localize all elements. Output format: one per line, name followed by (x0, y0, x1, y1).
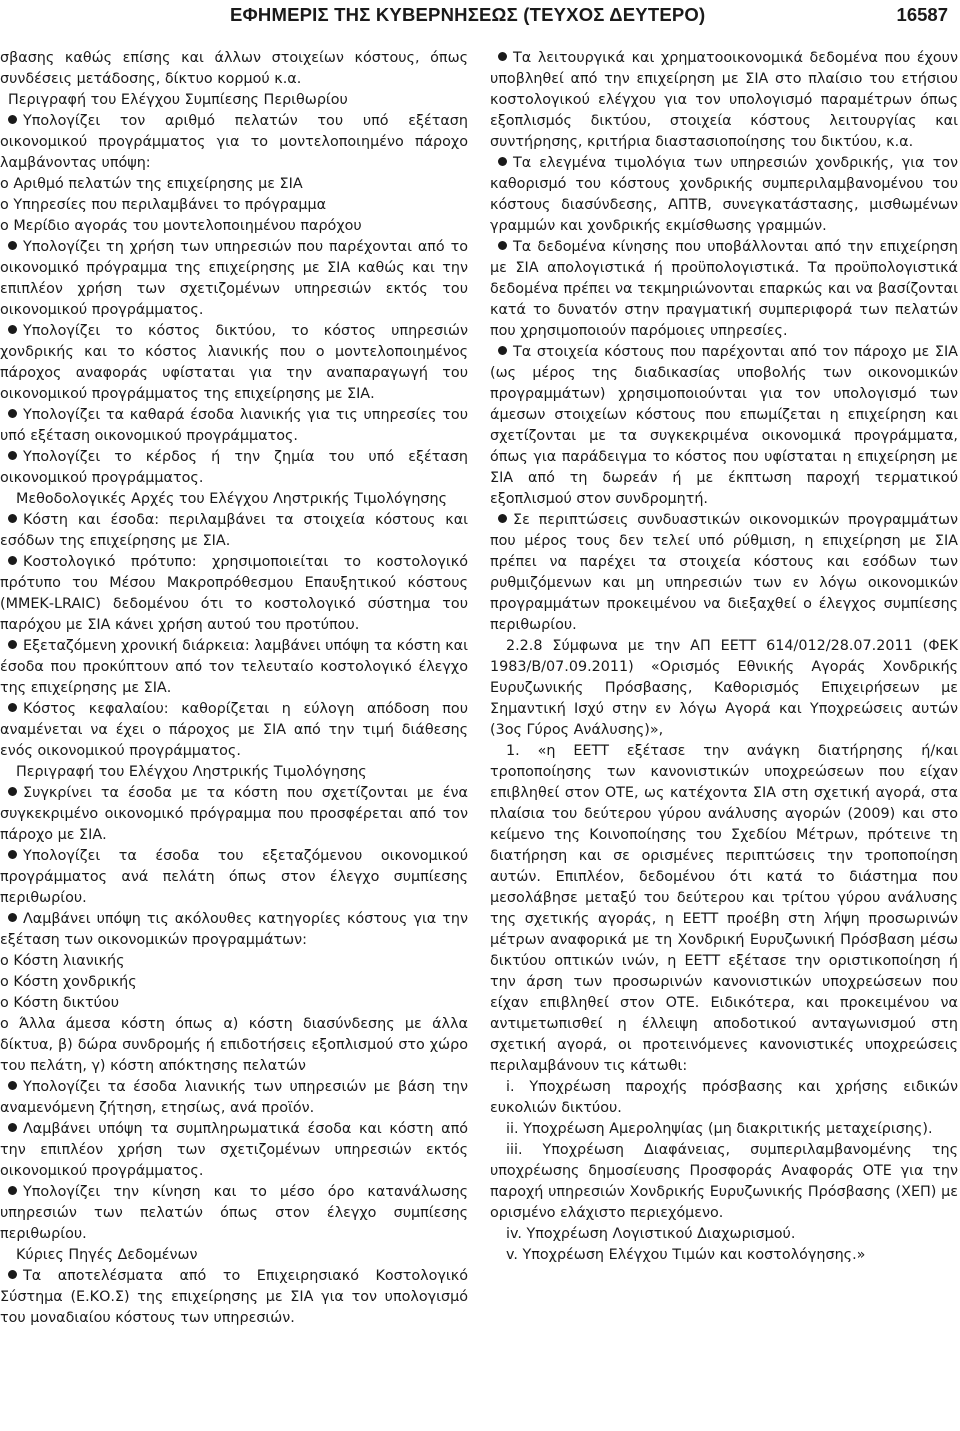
bullet-item: Υπολογίζει τη χρήση των υπηρεσιών που παρέχονται από το οικονομικό πρόγραμμα της επιχείρησης με ΣΙΑ καθώς και την επιπλέον χρήση των σχετιζομένων υπηρεσιών εκτός του οικονομικού προγράμματος. (0, 239, 468, 318)
bullet-icon (8, 1081, 17, 1090)
sub-item: ο Κόστη λιανικής (0, 953, 125, 969)
sub-item: ο Κόστη δικτύου (0, 995, 119, 1011)
section-heading: Περιγραφή του Ελέγχου Ληστρικής Τιμολόγησης (16, 764, 367, 780)
bullet-item: Υπολογίζει την κίνηση και το μέσο όρο κατανάλωσης υπηρεσιών των πελατών όπως στον έλεγχο συμπίεσης περιθωρίου. (0, 1184, 468, 1242)
section-heading: Κύριες Πηγές Δεδομένων (16, 1247, 198, 1263)
left-column (0, 48, 468, 1329)
bullet-item: Τα στοιχεία κόστους που παρέχονται από τον πάροχο με ΣΙΑ (ως μέρος της διαδικασίας υποβολής των οικονομικών προγραμμάτων) χρησιμοποιούνται για τον υπολογισμό των άμεσων στοιχείων κόστους που επωμίζεται η επιχείρηση και σχετίζονται με τα συγκεκριμένα οικονομικά προγράμματα, όπως για παράδειγμα το κόστος που υφίσταται η επιχείρηση με ΣΙΑ από τη δωρεάν ή με έκπτωση παροχή τερματικού εξοπλισμού στον συνδρομητή. (490, 344, 958, 507)
bullet-icon (498, 52, 507, 61)
bullet-icon (8, 913, 17, 922)
bullet-item: Κόστη και έσοδα: περιλαμβάνει τα στοιχεία κόστους και εσόδων της επιχείρησης με ΣΙΑ. (0, 512, 468, 549)
sub-item: ο Άλλα άμεσα κόστη όπως α) κόστη διασύνδεσης με άλλα δίκτυα, β) δώρα συνδρομής ή επιδοτήσεις εξοπλισμού στο χώρο του πελάτη, γ) κόστη απόκτησης πελατών (0, 1016, 468, 1074)
bullet-icon (8, 1270, 17, 1279)
gazette-title: ΕΦΗΜΕΡΙΣ ΤΗΣ ΚΥΒΕΡΝΗΣΕΩΣ (ΤΕΥΧΟΣ ΔΕΥΤΕΡΟ) (230, 4, 706, 25)
page-number: 16587 (896, 4, 948, 25)
obligation-item: i. Υποχρέωση παροχής πρόσβασης και χρήσης ειδικών ευκολιών δικτύου. (490, 1079, 958, 1116)
bullet-item: Σε περιπτώσεις συνδυαστικών οικονομικών προγραμμάτων που μέρος τους δεν τελεί υπό ρύθμιση, η επιχείρηση με ΣΙΑ πρέπει να παρέχει τα στοιχεία κόστους και εσόδων των ρυθμιζόμενων και μη υπηρεσιών των εν λόγω οικονομικών προγραμμάτων προκειμένου να διεξαχθεί ο έλεγχος συμπίεσης περιθωρίου. (490, 512, 958, 633)
page-header (0, 0, 960, 34)
obligation-item: v. Υποχρέωση Ελέγχου Τιμών και κοστολόγησης.» (506, 1247, 866, 1263)
bullet-item: Τα ελεγμένα τιμολόγια των υπηρεσιών χονδρικής, για τον καθορισμό του κόστους χονδρικής συμπεριλαμβανομένου του κόστους διασύνδεσης, ΑΠΤΒ, συνεγκατάστασης, μισθωμένων γραμμών και χονδρικής εκμίσθωσης γραμμών. (490, 155, 958, 234)
bullet-icon (498, 346, 507, 355)
bullet-icon (8, 640, 17, 649)
bullet-icon (8, 1123, 17, 1132)
paragraph: σβασης καθώς επίσης και άλλων στοιχείων κόστους, όπως συνδέσεις μετάδοσης, δίκτυο κορμού κ.α. (0, 50, 468, 87)
sub-item: ο Κόστη χονδρικής (0, 974, 137, 990)
bullet-item: Λαμβάνει υπόψη τα συμπληρωματικά έσοδα και κόστη από την επιπλέον χρήση των σχετιζομένων υπηρεσιών εκτός οικονομικού προγράμματος. (0, 1121, 468, 1179)
obligation-item: ii. Υποχρέωση Αμεροληψίας (μη διακριτικής μεταχείρισης). (506, 1121, 933, 1137)
section-heading: Μεθοδολογικές Αρχές του Ελέγχου Ληστρικής Τιμολόγησης (16, 491, 448, 507)
section-heading: Περιγραφή του Ελέγχου Συμπίεσης Περιθωρίου (8, 92, 348, 108)
sub-item: ο Υπηρεσίες που περιλαμβάνει το πρόγραμμα (0, 197, 327, 213)
paragraph: 1. «η ΕΕΤΤ εξέτασε την ανάγκη διατήρησης ή/και τροποποίησης των κανονιστικών υποχρεώσεων που είχαν επιβληθεί στον ΟΤΕ, ως κατέχοντα ΣΙΑ στη σχετική αγορά, στα πλαίσια του δεύτερου γύρου ανάλυσης αγορών (2009) και στο κείμενο της Κοινοποίησης του Σχεδίου Μέτρων, πρότεινε τη διατήρηση και σε ορισμένες περιπτώσεις την τροποποίηση αυτών. Επιπλέον, δεδομένου ότι κατά το διάστημα που μεσολάβησε μεταξύ του δεύτερου και τρίτου γύρου ανάλυσης της σχετικής αγοράς, η ΕΕΤΤ προέβη στη λήψη προσωρινών μέτρων αναφορικά με τη Χονδρική Ευρυζωνική Πρόσβαση μέσω δικτύου οπτικών ινών, η ΕΕΤΤ εξέτασε την οριστικοποίηση ή την άρση των προσωρινών κανονιστικών υποχρεώσεων που είχαν επιβληθεί στον ΟΤΕ. Ειδικότερα, και προκειμένου να αντιμετωπισθεί η έλλειψη αποδοτικού ανταγωνισμού στη σχετική αγορά, οι προτεινόμενες κανονιστικές υποχρεώσεις περιλαμβάνουν τις κάτωθι: (490, 743, 958, 1074)
bullet-icon (8, 556, 17, 565)
sub-item: ο Μερίδιο αγοράς του μοντελοποιημένου παρόχου (0, 218, 362, 234)
bullet-icon (498, 241, 507, 250)
bullet-icon (8, 850, 17, 859)
bullet-item: Κόστος κεφαλαίου: καθορίζεται η εύλογη απόδοση που αναμένεται να έχει ο πάροχος με ΣΙΑ από την τιμή διάθεσης ενός οικονομικού προγράμματος. (0, 701, 468, 759)
bullet-item: Τα λειτουργικά και χρηματοοικονομικά δεδομένα που έχουν υποβληθεί από την επιχείρηση με ΣΙΑ στο πλαίσιο του ετήσιου κοστολογικού ελέγχου για τον υπολογισμό παραμέτρων όπως εξοπλισμός δικτύου, στοιχεία κόστους λειτουργίας και συντήρησης, κριτήρια διαστασιοποίησης του δικτύου, κ.α. (490, 50, 958, 150)
bullet-icon (8, 451, 17, 460)
bullet-icon (8, 1186, 17, 1195)
bullet-item: Εξεταζόμενη χρονική διάρκεια: λαμβάνει υπόψη τα κόστη και έσοδα που προκύπτουν από τον τελευταίο κοστολογικό έλεγχο της επιχείρησης με ΣΙΑ. (0, 638, 468, 696)
sub-item: ο Αριθμό πελατών της επιχείρησης με ΣΙΑ (0, 176, 303, 192)
bullet-item: Υπολογίζει τα έσοδα του εξεταζόμενου οικονομικού προγράμματος ανά πελάτη όπως στον έλεγχο συμπίεσης περιθωρίου. (0, 848, 468, 906)
bullet-item: Υπολογίζει το κέρδος ή την ζημία του υπό εξέταση οικονομικού προγράμματος. (0, 449, 468, 486)
bullet-icon (8, 787, 17, 796)
bullet-icon (8, 703, 17, 712)
bullet-item: Τα δεδομένα κίνησης που υποβάλλονται από την επιχείρηση με ΣΙΑ απολογιστικά ή προϋπολογιστικά. Τα προϋπολογιστικά δεδομένα πρέπει να τεκμηριώνονται επαρκώς και να βασίζονται κατά το δυνατόν στην πραγματική συμπεριφορά των πελατών που χρησιμοποιούν παρόμοιες υπηρεσίες. (490, 239, 958, 339)
bullet-icon (498, 157, 507, 166)
bullet-icon (498, 514, 507, 523)
right-column (490, 48, 958, 1266)
bullet-icon (8, 409, 17, 418)
bullet-item: Λαμβάνει υπόψη τις ακόλουθες κατηγορίες κόστους για την εξέταση των οικονομικών προγραμμάτων: (0, 911, 468, 948)
obligation-item: iv. Υποχρέωση Λογιστικού Διαχωρισμού. (506, 1226, 796, 1242)
bullet-item: Υπολογίζει το κόστος δικτύου, το κόστος υπηρεσιών χονδρικής και το κόστος λιανικής που ο μοντελοποιημένος πάροχος αναφοράς υφίσταται για την αναπαραγωγή του οικονομικού προγράμματος της επιχείρησης με ΣΙΑ. (0, 323, 468, 402)
bullet-icon (8, 325, 17, 334)
bullet-item: Τα αποτελέσματα από το Επιχειρησιακό Κοστολογικό Σύστημα (Ε.ΚΟ.Σ) της επιχείρησης με ΣΙΑ για τον υπολογισμό του μοναδιαίου κόστους των υπηρεσιών. (0, 1268, 468, 1326)
bullet-icon (8, 241, 17, 250)
paragraph: 2.2.8 Σύμφωνα με την ΑΠ ΕΕΤΤ 614/012/28.07.2011 (ΦΕΚ 1983/Β/07.09.2011) «Ορισμός Εθνικής Αγοράς Χονδρικής Ευρυζωνικής Πρόσβασης, Καθορισμός Επιχειρήσεων με Σημαντική Ισχύ στην εν λόγω Αγορά και Υποχρεώσεις αυτών (3ος Γύρος Ανάλυσης)», (490, 638, 958, 738)
bullet-item: Υπολογίζει τα έσοδα λιανικής των υπηρεσιών με βάση την αναμενόμενη ζήτηση, ετησίως, ανά προϊόν. (0, 1079, 468, 1116)
bullet-item: Υπολογίζει τον αριθμό πελατών του υπό εξέταση οικονομικού προγράμματος για το μοντελοποιημένο πάροχο λαμβάνοντας υπόψη: (0, 113, 468, 171)
bullet-item: Συγκρίνει τα έσοδα με τα κόστη που σχετίζονται με ένα συγκεκριμένο οικονομικό πρόγραμμα που προσφέρεται από τον πάροχο με ΣΙΑ. (0, 785, 468, 843)
bullet-icon (8, 115, 17, 124)
obligation-item: iii. Υποχρέωση Διαφάνειας, συμπεριλαμβανομένης της υποχρέωσης δημοσίευσης Προσφοράς Αναφοράς ΟΤΕ για την παροχή υπηρεσιών Χονδρικής Ευρυζωνικής Πρόσβασης (ΧΕΠ) με ορισμένο ελάχιστο περιεχόμενο. (490, 1142, 958, 1221)
bullet-item: Κοστολογικό πρότυπο: χρησιμοποιείται το κοστολογικό πρότυπο του Μέσου Μακροπρόθεσμου Επαυξητικού κόστους (ΜΜΕΚ-LRAIC) δεδομένου ότι το κοστολογικό σύστημα του παρόχου με ΣΙΑ κάνει χρήση αυτού του προτύπου. (0, 554, 468, 633)
bullet-item: Υπολογίζει τα καθαρά έσοδα λιανικής για τις υπηρεσίες του υπό εξέταση οικονομικού προγράμματος. (0, 407, 468, 444)
bullet-icon (8, 514, 17, 523)
